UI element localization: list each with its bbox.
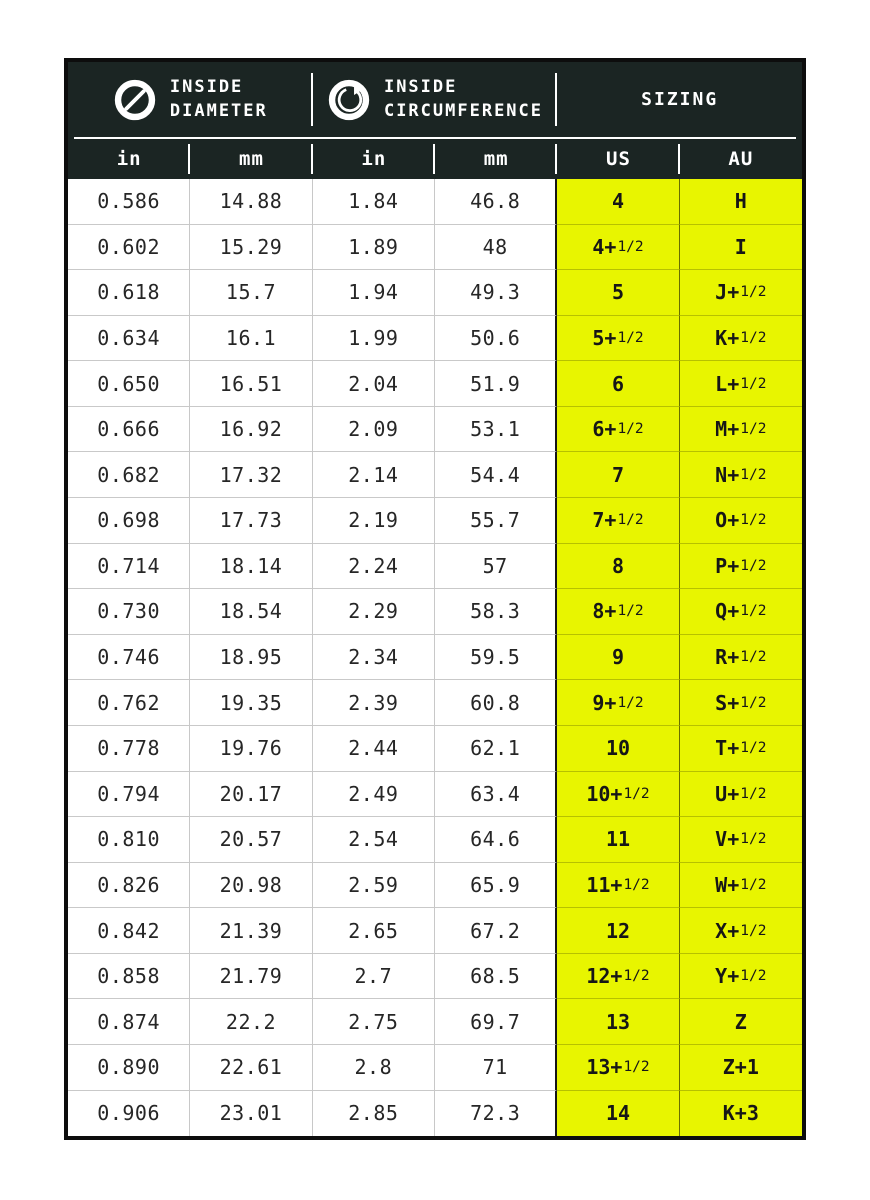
measure-cell: 16.51 [190,361,312,407]
sizing-cell: X+ 1/2 [680,908,802,954]
measure-cell: 0.874 [68,999,190,1045]
sizing-cell: W+ 1/2 [680,863,802,909]
table-row [68,225,802,271]
measure-cell: 0.602 [68,225,190,271]
measure-cell: 18.95 [190,635,312,681]
table-row [68,1045,802,1091]
sizing-cell: 14 [557,1091,679,1137]
sizing-cell: O+ 1/2 [680,498,802,544]
table-row [68,680,802,726]
group-label-line1: INSIDE [169,76,244,97]
measure-cell: 20.98 [190,863,312,909]
measure-cell: 65.9 [435,863,557,909]
table-row [68,863,802,909]
table-row [68,954,802,1000]
measure-cell: 2.49 [313,772,435,818]
measure-cell: 64.6 [435,817,557,863]
measure-cell: 68.5 [435,954,557,1000]
column-header-in-circumference: in [313,139,435,179]
measure-cell: 2.09 [313,407,435,453]
measure-cell: 67.2 [435,908,557,954]
table-row [68,407,802,453]
sizing-cell: P+ 1/2 [680,544,802,590]
measure-cell: 16.1 [190,316,312,362]
table-body [68,179,802,1136]
measure-cell: 0.634 [68,316,190,362]
group-header-row [68,62,802,137]
column-header-us: US [557,139,679,179]
group-label-inside-circumference [384,76,543,124]
column-header-row [68,139,802,179]
measure-cell: 49.3 [435,270,557,316]
table-row [68,635,802,681]
group-inside-circumference [313,62,558,137]
measure-cell: 0.682 [68,452,190,498]
table-row [68,726,802,772]
measure-cell: 19.35 [190,680,312,726]
measure-cell: 2.24 [313,544,435,590]
measure-cell: 2.7 [313,954,435,1000]
measure-cell: 0.650 [68,361,190,407]
measure-cell: 46.8 [435,179,557,225]
group-label-line2: CIRCUMFERENCE [383,100,544,121]
sizing-cell: Z+1 [680,1045,802,1091]
table-row [68,999,802,1045]
sizing-cell: 6 [557,361,679,407]
measure-cell: 2.54 [313,817,435,863]
measure-cell: 2.65 [313,908,435,954]
sizing-cell: 8 [557,544,679,590]
table-row [68,1091,802,1137]
measure-cell: 0.794 [68,772,190,818]
measure-cell: 62.1 [435,726,557,772]
measure-cell: 17.73 [190,498,312,544]
sizing-cell: U+ 1/2 [680,772,802,818]
measure-cell: 63.4 [435,772,557,818]
measure-cell: 0.778 [68,726,190,772]
sizing-cell: J+ 1/2 [680,270,802,316]
measure-cell: 58.3 [435,589,557,635]
sizing-cell: 7 [557,452,679,498]
sizing-cell: K+ 1/2 [680,316,802,362]
sizing-cell: 7+ 1/2 [557,498,679,544]
group-label-line2: DIAMETER [169,100,268,121]
measure-cell: 60.8 [435,680,557,726]
measure-cell: 72.3 [435,1091,557,1137]
measure-cell: 0.586 [68,179,190,225]
measure-cell: 1.89 [313,225,435,271]
sizing-cell: K+3 [680,1091,802,1137]
measure-cell: 48 [435,225,557,271]
group-inside-diameter [68,62,313,137]
sizing-cell: T+ 1/2 [680,726,802,772]
measure-cell: 2.19 [313,498,435,544]
sizing-cell: 12 [557,908,679,954]
sizing-cell: Z [680,999,802,1045]
sizing-cell: 13 [557,999,679,1045]
measure-cell: 20.17 [190,772,312,818]
measure-cell: 50.6 [435,316,557,362]
measure-cell: 19.76 [190,726,312,772]
measure-cell: 0.810 [68,817,190,863]
group-label-inside-diameter [170,76,268,124]
sizing-cell: R+ 1/2 [680,635,802,681]
sizing-cell: 8+ 1/2 [557,589,679,635]
sizing-cell: Y+ 1/2 [680,954,802,1000]
measure-cell: 54.4 [435,452,557,498]
sizing-cell: V+ 1/2 [680,817,802,863]
group-sizing [557,62,802,137]
table-header [68,62,802,179]
measure-cell: 20.57 [190,817,312,863]
measure-cell: 51.9 [435,361,557,407]
measure-cell: 0.906 [68,1091,190,1137]
measure-cell: 55.7 [435,498,557,544]
column-header-au: AU [728,148,754,170]
sizing-cell: 11+ 1/2 [557,863,679,909]
measure-cell: 59.5 [435,635,557,681]
sizing-cell: 9 [557,635,679,681]
sizing-cell: I [680,225,802,271]
measure-cell: 2.85 [313,1091,435,1137]
measure-cell: 22.61 [190,1045,312,1091]
measure-cell: 2.34 [313,635,435,681]
measure-cell: 0.842 [68,908,190,954]
sizing-cell: 13+ 1/2 [557,1045,679,1091]
measure-cell: 2.8 [313,1045,435,1091]
measure-cell: 0.762 [68,680,190,726]
measure-cell: 1.94 [313,270,435,316]
measure-cell: 2.14 [313,452,435,498]
measure-cell: 0.698 [68,498,190,544]
column-header-in-diameter: in [68,139,190,179]
measure-cell: 22.2 [190,999,312,1045]
measure-cell: 21.79 [190,954,312,1000]
measure-cell: 14.88 [190,179,312,225]
sizing-cell: 12+ 1/2 [557,954,679,1000]
column-header-mm-circumference: mm [435,139,557,179]
measure-cell: 0.618 [68,270,190,316]
measure-cell: 2.04 [313,361,435,407]
table-row [68,908,802,954]
table-row [68,544,802,590]
table-row [68,498,802,544]
sizing-cell: 10 [557,726,679,772]
table-row [68,772,802,818]
measure-cell: 2.39 [313,680,435,726]
sizing-cell: 4 [557,179,679,225]
ring-size-table [64,58,806,1140]
measure-cell: 0.826 [68,863,190,909]
measure-cell: 2.59 [313,863,435,909]
measure-cell: 2.29 [313,589,435,635]
measure-cell: 15.29 [190,225,312,271]
measure-cell: 23.01 [190,1091,312,1137]
circumference-icon [327,78,371,122]
measure-cell: 15.7 [190,270,312,316]
measure-cell: 1.84 [313,179,435,225]
sizing-cell: 9+ 1/2 [557,680,679,726]
measure-cell: 17.32 [190,452,312,498]
measure-cell: 0.730 [68,589,190,635]
table-row [68,316,802,362]
table-row [68,270,802,316]
table-row [68,817,802,863]
measure-cell: 69.7 [435,999,557,1045]
column-header-mm-diameter: mm [190,139,312,179]
measure-cell: 1.99 [313,316,435,362]
measure-cell: 21.39 [190,908,312,954]
group-label-sizing: SIZING [641,88,719,110]
measure-cell: 18.14 [190,544,312,590]
sizing-cell: M+ 1/2 [680,407,802,453]
sizing-cell: 5+ 1/2 [557,316,679,362]
sizing-cell: 4+ 1/2 [557,225,679,271]
measure-cell: 2.75 [313,999,435,1045]
diameter-icon [113,78,157,122]
measure-cell: 71 [435,1045,557,1091]
sizing-cell: L+ 1/2 [680,361,802,407]
sizing-cell: 5 [557,270,679,316]
group-label-line1: INSIDE [383,76,458,97]
measure-cell: 0.890 [68,1045,190,1091]
measure-cell: 57 [435,544,557,590]
sizing-cell: Q+ 1/2 [680,589,802,635]
measure-cell: 0.858 [68,954,190,1000]
sizing-cell: N+ 1/2 [680,452,802,498]
sizing-cell: 6+ 1/2 [557,407,679,453]
table-row [68,589,802,635]
measure-cell: 16.92 [190,407,312,453]
sizing-cell: H [680,179,802,225]
table-row [68,361,802,407]
measure-cell: 53.1 [435,407,557,453]
sizing-cell: S+ 1/2 [680,680,802,726]
table-row [68,452,802,498]
measure-cell: 0.714 [68,544,190,590]
measure-cell: 0.666 [68,407,190,453]
measure-cell: 2.44 [313,726,435,772]
sizing-cell: 11 [557,817,679,863]
measure-cell: 18.54 [190,589,312,635]
table-row [68,179,802,225]
measure-cell: 0.746 [68,635,190,681]
sizing-cell: 10+ 1/2 [557,772,679,818]
